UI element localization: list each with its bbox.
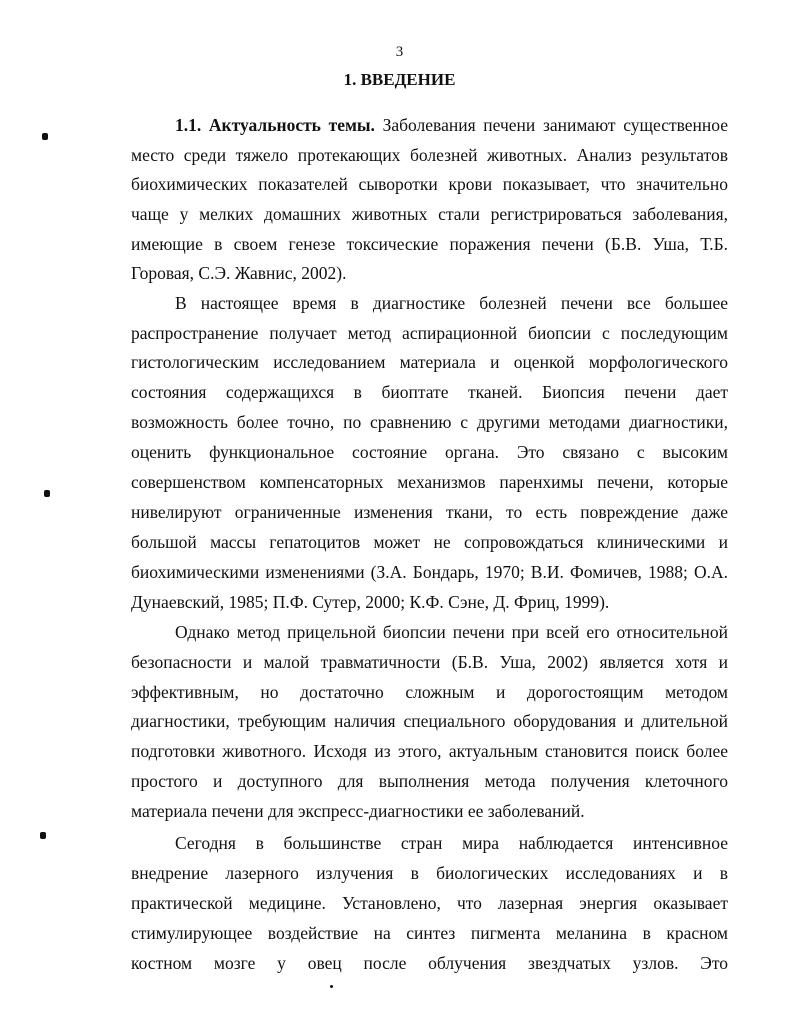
scan-mark <box>42 133 48 140</box>
text-line: В настоящее время в диагностике болезней печени все большее <box>175 293 728 313</box>
text-line: большой массы гепатоцитов может не сопровождаться клиническими и <box>131 532 728 552</box>
text-line: материала печени для экспресс-диагностики ее заболеваний. <box>131 801 585 821</box>
text-line: Дунаевский, 1985; П.Ф. Сутер, 2000; К.Ф. Сэне, Д. Фриц, 1999). <box>131 592 610 612</box>
subsection-title: 1.1. Актуальность темы. <box>175 115 375 135</box>
scan-mark <box>44 490 50 497</box>
page-number: 3 <box>395 44 404 60</box>
text-line: распространение получает метод аспирационной биопсии с последующим <box>131 323 728 343</box>
text-line: стимулирующее воздействие на синтез пигмента меланина в красном <box>131 923 728 943</box>
section-heading: 1. ВВЕДЕНИЕ <box>343 70 456 89</box>
text-line: внедрение лазерного излучения в биологических исследованиях и в <box>131 863 728 883</box>
text-line: безопасности и малой травматичности (Б.В. Уша, 2002) является хотя и <box>131 652 728 672</box>
text-line: имеющие в своем генезе токсические поражения печени (Б.В. Уша, Т.Б. <box>131 234 728 254</box>
text-line: простого и доступного для выполнения метода получения клеточного <box>131 771 728 791</box>
text-line: возможность более точно, по сравнению с другими методами диагностики, <box>131 412 728 432</box>
text-line: 1.1. Актуальность темы. Заболевания печени занимают существенное <box>175 115 728 135</box>
text-line: практической медицине. Установлено, что лазерная энергия оказывает <box>131 893 728 913</box>
text-line: диагностики, требующим наличия специального оборудования и длительной <box>131 711 728 731</box>
text-line: Горовая, С.Э. Жавнис, 2002). <box>131 263 347 283</box>
text-line: эффективным, но достаточно сложным и дорогостоящим методом <box>131 682 728 702</box>
text-line: костном мозге у овец после облучения звездчатых узлов. Это <box>131 953 728 973</box>
text-line: биохимическими изменениями (З.А. Бондарь, 1970; В.И. Фомичев, 1988; О.А. <box>131 562 728 582</box>
text-line: оценить функциональное состояние органа. Это связано с высоким <box>131 442 728 462</box>
text-line: нивелируют ограниченные изменения ткани, то есть повреждение даже <box>131 502 728 522</box>
text-line: состояния содержащихся в биоптате тканей. Биопсия печени дает <box>131 382 728 402</box>
text-line: биохимических показателей сыворотки крови показывает, что значительно <box>131 174 728 194</box>
text-line: Однако метод прицельной биопсии печени при всей его относительной <box>175 622 728 642</box>
text-line: гистологическим исследованием материала и оценкой морфологического <box>131 352 728 372</box>
scan-mark <box>330 985 333 988</box>
text-line: Сегодня в большинстве стран мира наблюдается интенсивное <box>175 833 728 853</box>
text-line: чаще у мелких домашних животных стали регистрироваться заболевания, <box>131 204 728 224</box>
text-line: место среди тяжело протекающих болезней животных. Анализ результатов <box>131 145 728 165</box>
scan-mark <box>40 832 46 839</box>
text-line: подготовки животного. Исходя из этого, актуальным становится поиск более <box>131 741 728 761</box>
text-line: совершенством компенсаторных механизмов паренхимы печени, которые <box>131 472 728 492</box>
